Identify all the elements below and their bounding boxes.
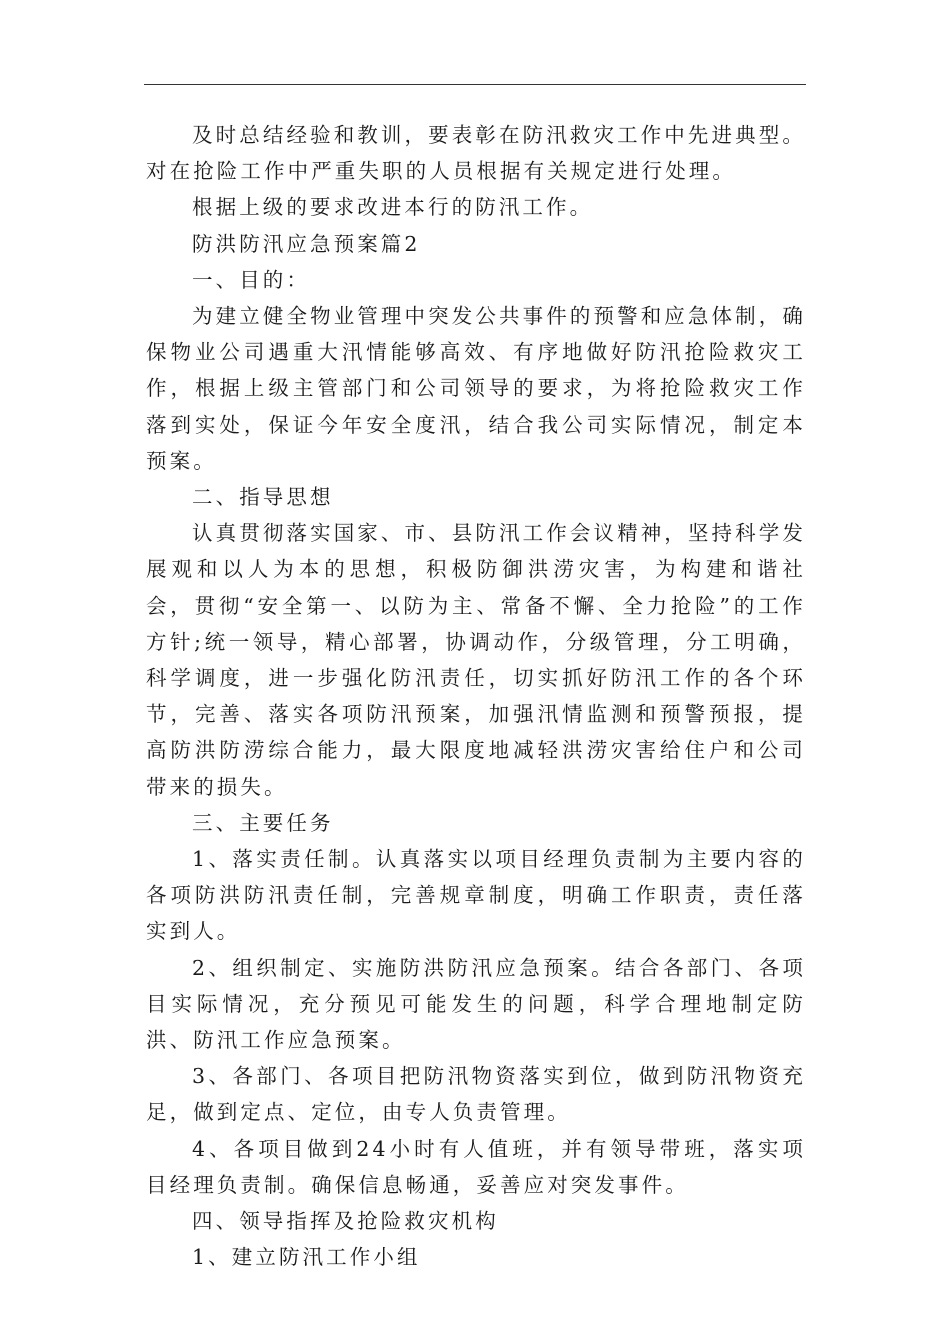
task-item-4: 4、各项目做到24小时有人值班，并有领导带班，落实项目经理负责制。确保信息畅通，妥善应对突发事件。 <box>146 1136 806 1197</box>
document-body <box>146 117 806 1276</box>
heading-guiding-ideology: 二、指导思想 <box>192 485 334 510</box>
leadership-item-1: 1、建立防汛工作小组 <box>192 1245 421 1270</box>
task-item-2: 2、组织制定、实施防洪防汛应急预案。结合各部门、各项目实际情况，充分预见可能发生的问题，科学合理地制定防洪、防汛工作应急预案。 <box>146 955 806 1053</box>
heading-leadership: 四、领导指挥及抢险救灾机构 <box>192 1209 499 1234</box>
task-item-1: 1、落实责任制。认真落实以项目经理负责制为主要内容的各项防洪防汛责任制，完善规章制度，明确工作职责，责任落实到人。 <box>146 847 806 944</box>
paragraph-improve: 根据上级的要求改进本行的防汛工作。 <box>192 195 594 220</box>
paragraph-summary: 及时总结经验和教训，要表彰在防汛救灾工作中先进典型。对在抢险工作中严重失职的人员根据有关规定进行处理。 <box>146 123 806 184</box>
header-rule <box>144 84 806 85</box>
section-title: 防洪防汛应急预案篇2 <box>192 231 421 256</box>
paragraph-guiding-ideology: 认真贯彻落实国家、市、县防汛工作会议精神，坚持科学发展观和以人为本的思想，积极防御洪涝灾害，为构建和谐社会，贯彻“安全第一、以防为主、常备不懈、全力抢险”的工作方针;统一领导，精心部署，协调动作，分级管理，分工明确，科学调度，进一步强化防汛责任，切实抓好防汛工作的各个环节，完善、落实各项防汛预案，加强汛情监测和预警预报，提高防洪防涝综合能力，最大限度地减轻洪涝灾害给住户和公司带来的损失。 <box>146 521 806 799</box>
heading-main-tasks: 三、主要任务 <box>192 810 334 835</box>
task-item-3: 3、各部门、各项目把防汛物资落实到位，做到防汛物资充足，做到定点、定位，由专人负责管理。 <box>146 1064 806 1125</box>
paragraph-purpose: 为建立健全物业管理中突发公共事件的预警和应急体制，确保物业公司遇重大汛情能够高效、有序地做好防汛抢险救灾工作，根据上级主管部门和公司领导的要求，为将抢险救灾工作落到实处，保证今年安全度汛，结合我公司实际情况，制定本预案。 <box>146 304 806 473</box>
heading-purpose: 一、目的： <box>192 267 310 292</box>
